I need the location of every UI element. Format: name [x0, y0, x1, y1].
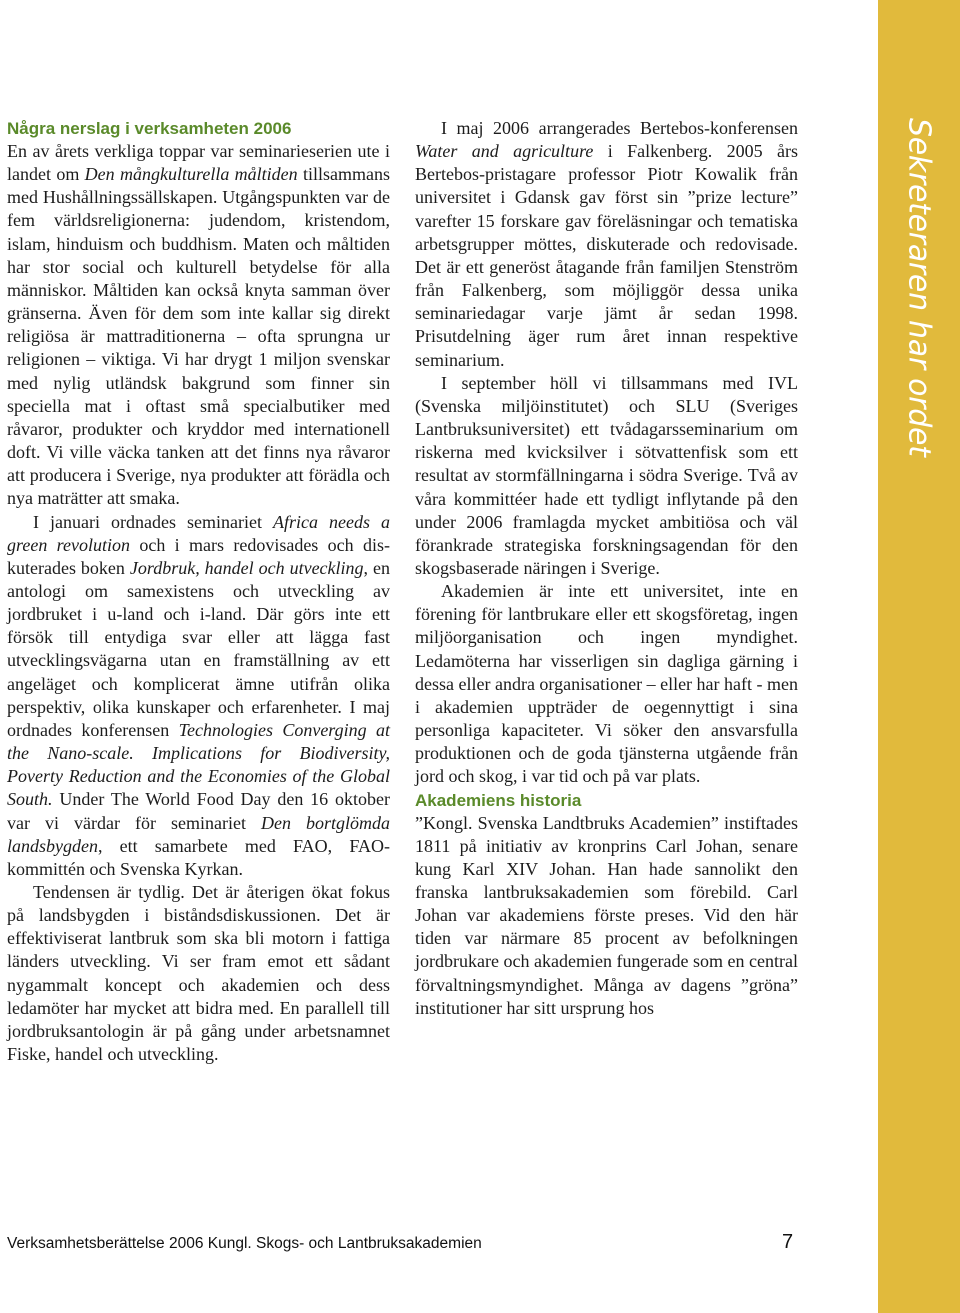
text-run: I januari ordnades seminariet: [33, 511, 273, 532]
italic-run: Den bortglömda landsbygden: [7, 812, 390, 856]
history-paragraph: ”Kongl. Svenska Landtbruks Academien” instiftades 1811 på initiativ av kronprins Carl Johan, senare kung Karl XIV Johan. Han hade sannolikt den franska lantbruksakademien som förebild. Carl Johan var akademiens förste preses. Vid den här tiden var närmare 85 procent av befolkningen jordbrukare och akademien fungerade som en central förvaltningsmyndighet. Många av dagens ”gröna” institutioner har sitt ursprung hos: [415, 812, 798, 1018]
left-paragraph-1: [7, 140, 390, 511]
italic-run: Water and agriculture: [415, 141, 594, 162]
right-paragraph-2: I september höll vi tillsammans med IVL (Svenska miljöinstitutet) och SLU (Sveriges Lantbruksuniversitet) ett tvådagarsseminarium om riskerna med kvicksilver i sötvattenfisk som ett resultat av stormfällningarna i södra Sverige. Två av våra kommittéer hade ett tydligt inflytande på den under 2006 framlagda mycket ambitiösa och väl förankrade strategiska forskningsagendan för den skogsbaserade näringen i Sverige.: [415, 372, 798, 578]
right-column: [415, 117, 798, 1020]
left-paragraph-2: [7, 511, 390, 882]
history-heading: Akademiens historia: [415, 790, 582, 810]
text-run: , en antologi om samexistens och utveckling av jordbruket i u-land och i-land. Där görs inte ett försök till entydiga svar eller att lägga fast utvecklingsvägarna utan en framställning av ett angeläget och komplicerat ämne utifrån olika perspektiv, olika kunskaper och erfarenheter. I maj ordnades konferensen: [7, 557, 390, 740]
text-run: En av årets verkliga toppar var seminarieserien ute i landet om: [7, 141, 390, 185]
text-run: , ett samarbete med FAO, FAO-kommittén och Svenska Kyrkan.: [7, 835, 390, 879]
text-run: tillsammans med Hushållningssällskapen. Utgångspunkten var de fem världsreligionerna: judendom, kristendom, islam, hinduism och buddhism. Maten och måltiden har stor social och kulturell betydelse för alla människor. Måltiden kan också knyta samman över gränserna. Även för dem som inte kallar sig direkt religiösa är mattraditionerna – ofta sprungna ur religionen – viktiga. Vi har drygt 1 miljon svenskar med nylig utländsk bakgrund som finner sin speciella mat i oftast små specialbutiker med råvaror, produkter och kryddor med internationell doft. Vi ville väcka tanken att det finns nya råvaror att producera i Sverige, nya produkter att förädla och nya maträtter att smaka.: [7, 164, 390, 509]
section-title: [878, 0, 960, 1313]
italic-run: Technologies Converging at the Nano-scale. Implications for Biodiversity, Poverty Reduction and the Economies of the Global South.: [7, 719, 390, 810]
right-paragraph-3: Akademien är inte ett universitet, inte en förening för lantbrukare eller ett skogsföretag, ingen miljöorganisation och ingen myndighet. Ledamöterna har visserligen sin dagliga gärning i dessa eller andra organisationer – eller har haft - men i akademien uppträder de oegennyttigt i sina personliga kapaciteter. Vi söker den ansvarsfulla produktionen och de goda tjänsterna utgående från jord och skog, i var tid och på var plats.: [415, 581, 799, 787]
text-run: Under The World Food Day den 16 oktober var vi värdar för seminariet: [7, 789, 390, 833]
section-sidebar: [878, 0, 960, 1313]
italic-run: Africa needs a green revolution: [7, 511, 390, 555]
italic-run: Den mångkulturella måltiden: [84, 164, 298, 185]
italic-run: Jordbruk, handel och utveckling: [129, 557, 364, 578]
footer-publication: Verksamhetsberättelse 2006 Kungl. Skogs- och Lantbruksakademien: [7, 1235, 482, 1252]
left-heading: Några nerslag i verksamheten 2006: [7, 119, 292, 138]
page-number: 7: [782, 1231, 794, 1253]
section-title-text: Sekreteraren har ordet: [901, 118, 937, 457]
right-paragraph-1: [415, 117, 798, 372]
left-paragraph-3: Tendensen är tydlig. Det är återigen ökat fokus på landsbygden i biståndsdiskussionen. Det är effektiviserat lantbruk som ska bli motorn i fattiga länders utveckling. Vi ser fram emot ett sådant nygammalt koncept och akademien och dess ledamöter har mycket att bidra med. En parallell till jordbruksantologin är på gång under arbetsnamnet Fiske, handel och utveckling.: [7, 882, 390, 1065]
left-column: [7, 117, 390, 1066]
text-run: I maj 2006 arrangerades Bertebos-konferensen: [441, 118, 798, 138]
text-run: och i mars redovisades och diskuterades boken: [7, 534, 390, 578]
text-run: i Falkenberg. 2005 års Bertebos-pristagare professor Piotr Kowalik från universitet i Gdansk gav först sin ”prize lecture” varefter 15 forskare gav föreläsningar och tematiska arbetsgrupper möttes, diskuterade och redovisade. Det är ett generöst åtagande från familjen Stenström från Falkenberg, som möjliggör dessa unika seminariedagar varje jämt år sedan 1998. Prisutdelning äger rum året innan respektive seminarium.: [415, 141, 798, 370]
